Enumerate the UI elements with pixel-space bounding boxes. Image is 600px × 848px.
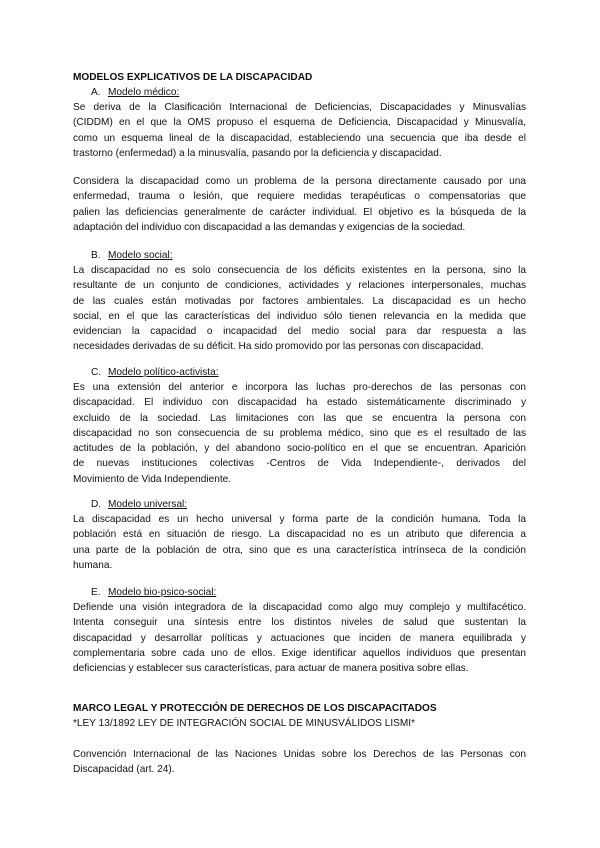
text-line: discapacidad y desarrollar políticas y actuaciones que inciden de manera equilibrada y — [73, 632, 526, 644]
text-line: La discapacidad no es solo consecuencia de los déficits existentes en la persona, sino la — [73, 265, 526, 276]
text-line: necesidades derivadas de su déficit. Ha sido promovido por las personas con discapacidad. — [73, 341, 484, 353]
text-line: enfermedad, trauma o lesión, que requiere medidas terapéuticas o compensatorias que — [73, 191, 526, 203]
text-line: discapacidad no son consecuencia de su problema médico, sino que es el resultado de las — [73, 427, 526, 439]
text-line: Convención Internacional de las Naciones Unidas sobre los Derechos de las Personas con — [73, 749, 526, 760]
paragraph-universal — [73, 512, 526, 573]
text-line: excluido de la sociedad. Las limitaciones con las que se encuentra la persona con — [73, 412, 526, 424]
text-line: Discapacidad (art. 24). — [73, 764, 175, 776]
subtitle-ley-lismi: *LEY 13/1892 LEY DE INTEGRACIÓN SOCIAL DE MINUSVÁLIDOS LISMI* — [73, 718, 416, 729]
heading-letter: B. — [91, 250, 101, 261]
paragraph-bio-psico-social — [73, 600, 526, 676]
text-line: de nuevas instituciones colectivas -Centros de Vida Independiente-, derivados del — [73, 458, 526, 470]
text-line: complementaria sobre cada uno de ellos. Exige identificar aquellos individuos que presentan — [73, 647, 526, 659]
heading-modelo-medico — [91, 85, 179, 100]
text-line: deficiencias y establecer sus características, para actuar de manera positiva sobre ellas. — [73, 663, 469, 675]
heading-label: Modelo médico: — [108, 87, 180, 98]
paragraph-medico-2 — [73, 174, 526, 235]
text-line: Defiende una visión integradora de la discapacidad como algo muy complejo y multifacético. — [73, 602, 526, 613]
text-line: Considera la discapacidad como un problema de la persona directamente causado por una — [73, 176, 526, 187]
text-line: como un esquema lineal de la discapacidad, estableciendo una secuencia que iba desde el — [73, 132, 526, 144]
text-line: (CIDDM) en el que la OMS propuso el esquema de Deficiencia, Discapacidad y Minusvalía, — [73, 117, 526, 129]
text-line: Intenta conseguir una síntesis entre los distintos niveles de salud que sustentan la — [73, 617, 526, 629]
heading-modelo-social — [91, 248, 173, 263]
text-line: palien las deficiencias generalmente de carácter individual. El objetivo es la búsqueda de la — [73, 206, 526, 218]
paragraph-politico-activista — [73, 380, 526, 487]
text-line: social, en el que las características del individuo sólo tienen relevancia en la medida que — [73, 310, 526, 322]
text-line: actitudes de la población, y del abandono socio-político en el que se encuentran. Aparición — [73, 443, 526, 455]
text-line: evidencian la capacidad o incapacidad del medio social para dar respuesta a las — [73, 326, 526, 338]
text-line: de las cuales están motivadas por factores ambientales. La discapacidad es un hecho — [73, 295, 526, 307]
heading-letter: E. — [91, 587, 101, 598]
text-line: humana. — [73, 559, 113, 571]
heading-letter: D. — [91, 499, 102, 510]
heading-label: Modelo bio-psico-social: — [108, 587, 217, 598]
text-line: población está en situación de riesgo. La discapacidad no es un atributo que diferencia a — [73, 529, 526, 541]
text-line: adaptación del individuo con discapacidad a las demandas y exigencias de la sociedad. — [73, 221, 466, 233]
heading-modelo-bio-psico-social — [91, 585, 216, 600]
heading-letter: A. — [91, 87, 101, 98]
text-line: discapacidad. El individuo con discapacidad ha estado sistemáticamente discriminado y — [73, 397, 526, 409]
text-line: Es una extensión del anterior e incorpora las luchas pro-derechos de las personas con — [73, 382, 526, 393]
paragraph-convencion — [73, 747, 526, 778]
heading-letter: C. — [91, 367, 102, 378]
heading-modelo-universal — [91, 497, 187, 512]
heading-label: Modelo universal: — [108, 499, 188, 510]
text-line: una parte de la población de otra, sino que es una característica intrínseca de la condición — [73, 544, 526, 556]
text-line: Movimiento de Vida Independiente. — [73, 473, 232, 485]
paragraph-medico-1 — [73, 100, 526, 161]
title-marco-legal: MARCO LEGAL Y PROTECCIÓN DE DERECHOS DE LOS DISCAPACITADOS — [73, 703, 437, 714]
heading-label: Modelo político-activista: — [108, 367, 219, 378]
text-line: trastorno (enfermedad) a la minusvalía, pasando por la deficiencia y discapacidad. — [73, 147, 442, 159]
title-modelos-explicativos: MODELOS EXPLICATIVOS DE LA DISCAPACIDAD — [73, 72, 313, 83]
text-line: La discapacidad es un hecho universal y forma parte de la condición humana. Toda la — [73, 514, 526, 525]
heading-label: Modelo social: — [108, 250, 173, 261]
heading-modelo-politico-activista — [91, 365, 219, 380]
text-line: Se deriva de la Clasificación Internacional de Deficiencias, Discapacidades y Minusvalías — [73, 102, 526, 113]
paragraph-social — [73, 263, 526, 355]
text-line: resultante de un conjunto de condiciones, actividades y relaciones interpersonales, muchas — [73, 280, 526, 292]
